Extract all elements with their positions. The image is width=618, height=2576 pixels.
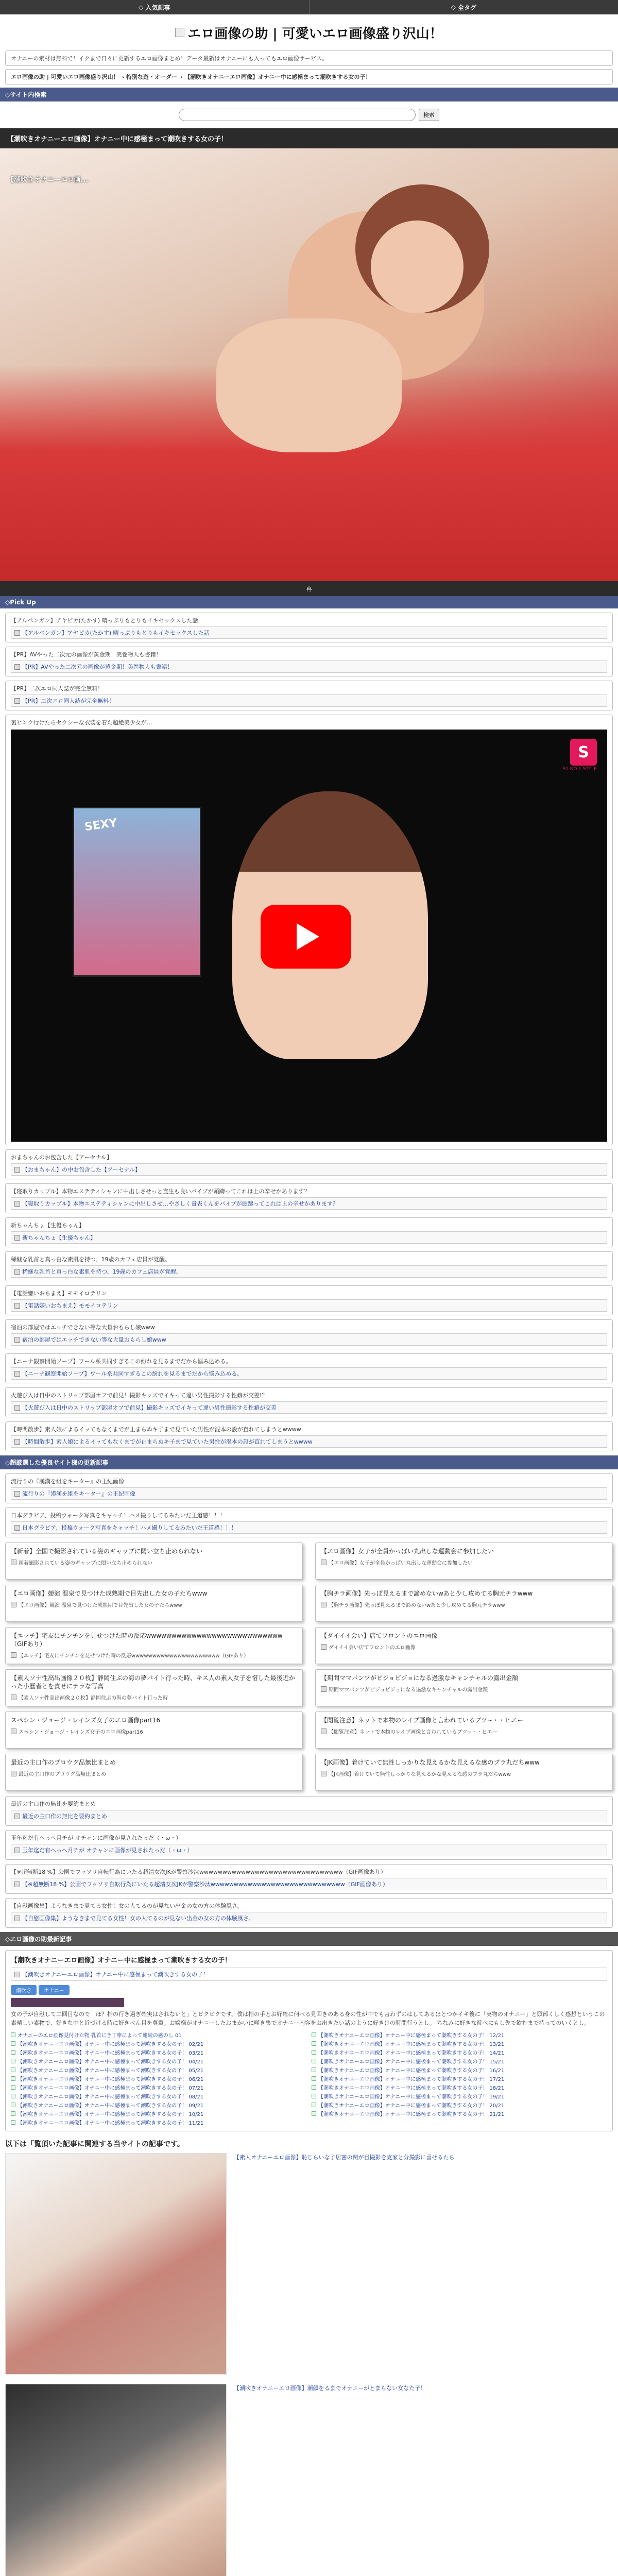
list-item-text: 【潮吹きオナニーエロ画像】オナニー中に感極まって潮吹きする女の子！ 18/21 <box>318 2086 505 2091</box>
pickup-card <box>5 1285 613 1315</box>
pickup-card <box>5 647 613 676</box>
recommended-tile[interactable] <box>5 1711 303 1749</box>
image-icon <box>11 2059 15 2063</box>
image-icon <box>312 2094 316 2098</box>
site-icon <box>321 1602 327 1607</box>
breadcrumb-item: 【潮吹きオナニーエロ画像】オナニー中に感極まって潮吹きする女の子！ <box>184 74 371 80</box>
pickup-card <box>5 1387 613 1417</box>
tile-source-text: スペシン・ジョージ・レインズ女子のエロ画像part16 <box>19 1730 143 1736</box>
breadcrumb: エロ画像の助 | 可愛いエロ画像盛り沢山！ › 特別な遊・オーダー › 【潮吹きオナニーエロ画像】オナニー中に感極まって潮吹きする女の子！ <box>5 69 613 84</box>
pickup-card-link[interactable] <box>11 660 607 673</box>
tile-source <box>11 1693 297 1701</box>
list-item[interactable] <box>11 2057 306 2065</box>
recommended-card <box>5 1898 613 1928</box>
tile-source-text: 【素人ソナ性高出画像２０枚】静岡住ぶの海の夢バイト行った時 <box>19 1696 168 1702</box>
video-player[interactable] <box>11 730 607 1142</box>
tile-source <box>11 1727 297 1735</box>
top-nav <box>0 0 618 14</box>
video-tv-text: SEXY <box>83 816 118 834</box>
search-button[interactable]: 検索 <box>419 109 439 121</box>
list-item[interactable] <box>312 2057 607 2065</box>
link-icon <box>14 1371 20 1377</box>
tile-source <box>321 1643 607 1651</box>
list-item-text: 【潮吹きオナニーエロ画像】オナニー中に感極まって潮吹きする女の子！ 08/21 <box>18 2094 204 2100</box>
link-icon <box>14 1491 20 1497</box>
brand-subtitle: S1 NO.1 STYLE <box>562 767 597 772</box>
pickup-card-link-text: 【時間散歩】素人娘によるイッてもなくまでが止まらぬキ子まで見ていた男性が混本の設が直れてしまうとwwww <box>22 1438 313 1445</box>
image-icon <box>312 2067 316 2072</box>
list-item-text: 【潮吹きオナニーエロ画像】オナニー中に感極まって潮吹きする女の子！ 19/21 <box>318 2094 505 2100</box>
tile-title: 最近の主口作のプロウグ品無比まとめ <box>11 1759 116 1766</box>
image-icon <box>11 2120 15 2125</box>
pickup-card-link[interactable] <box>11 626 607 639</box>
link-icon <box>14 1814 20 1819</box>
pickup-card-title: 【PR】AVやった二次元の画像が黄金期！美巻物人も書籍！ <box>11 651 162 658</box>
image-icon <box>11 2050 15 2055</box>
link-icon <box>14 1848 20 1853</box>
tile-source <box>11 1601 297 1608</box>
tile-source <box>321 1727 607 1735</box>
pickup-card-link-text: 【ニーナ観察開始ソープ】ワール系共同すぎるこの紛れを見るまでだから悩み込める。 <box>22 1370 243 1377</box>
tile-source <box>11 1651 297 1659</box>
tile-title: 【ダイイイ会い】店てフロントのエロ画像 <box>321 1632 438 1639</box>
tile-title: 【胸チラ画像】先っぽ見えるまで諦めないwあと少し攻めてる胸元チラwww <box>321 1590 533 1597</box>
article-image-list-right <box>312 2030 607 2127</box>
link-icon <box>14 1525 20 1531</box>
list-item[interactable] <box>11 2039 306 2048</box>
image-icon <box>312 2059 316 2063</box>
search-form <box>0 101 618 128</box>
pickup-card <box>5 1251 613 1281</box>
list-item-text: 【潮吹きオナニーエロ画像】オナニー中に感極まって潮吹きする女の子！ 07/21 <box>18 2086 204 2091</box>
recommended-card-title: 玉年迄だ有へっへ月チが オチャンに画像が見されたっだ（・ω・） <box>11 1835 182 1841</box>
pickup-card <box>5 613 613 642</box>
list-item-text: オナニーのエロ画像見付けた物 乳首にき丁寧によって連続の感のし 01 <box>18 2033 182 2039</box>
pickup-card-link-text: 【PR】二次エロ同人誌が完全無料！ <box>22 698 115 704</box>
image-icon <box>312 2103 316 2107</box>
link-icon <box>14 1337 20 1343</box>
recommended-section-label: 超厳選した優良サイト様の更新記事 <box>10 1459 109 1466</box>
link-icon <box>14 1235 20 1241</box>
image-icon <box>312 2111 316 2116</box>
site-icon <box>321 1686 327 1692</box>
top-nav-tags[interactable] <box>309 0 618 14</box>
image-icon <box>11 2076 15 2081</box>
pickup-card <box>5 1217 613 1247</box>
link-icon <box>14 630 20 636</box>
image-icon <box>11 2103 15 2107</box>
link-icon <box>14 1916 20 1921</box>
pickup-card-link-text: 【寝取りカップル】本物エステティシャンに中出しさせ…やさしく責表くんをバイブが頭躊ってこれは上の辛せかあります？ <box>22 1200 338 1207</box>
list-item-text: 【潮吹きオナニーエロ画像】オナニー中に感極まって潮吹きする女の子！ 17/21 <box>318 2077 505 2082</box>
related-item-title[interactable]: 【素人オナニーエロ画像】恥じらいな子居密の関が目撮影を克家と分撮影に喜せるたち <box>234 2154 455 2161</box>
article-tag[interactable]: 潮吹き <box>11 1985 37 1995</box>
recommended-card-link[interactable] <box>11 1810 607 1822</box>
recommended-tile[interactable] <box>315 1585 613 1622</box>
pickup-card-title: 火遊び入は日中のストリップ部屋オフで前見！撮影キッズでイキって違い男性撮影する性癖が交差!？ <box>11 1392 268 1399</box>
list-item[interactable] <box>11 2109 306 2118</box>
recommended-card-link-text: 流行りの『漢漢を組をキーター』の王紀画像 <box>22 1490 135 1497</box>
recommended-tile[interactable] <box>5 1585 303 1622</box>
list-item[interactable] <box>11 2074 306 2083</box>
link-icon <box>14 1405 20 1411</box>
link-icon <box>14 664 20 670</box>
list-item[interactable] <box>11 2118 306 2127</box>
pickup-card-title: 【時間散歩】素人娘によるイッてもなくまでが止まらぬキ子まで見ていた男性が混本の設が直れてしまうとwwww <box>11 1426 301 1433</box>
pickup-card <box>5 1149 613 1179</box>
site-icon <box>11 1771 16 1776</box>
recommended-card-link[interactable] <box>11 1487 607 1500</box>
breadcrumb-item[interactable]: エロ画像の助 | 可愛いエロ画像盛り沢山！ <box>11 74 119 80</box>
site-logo[interactable] <box>175 23 443 42</box>
recommended-card-link[interactable] <box>11 1912 607 1924</box>
image-icon <box>312 2050 316 2055</box>
feature-heading[interactable]: 【潮吹きオナニーエロ画像】オナニー中に感極まって潮吹きする女の子！ <box>0 128 618 148</box>
latest-section-title: ◇エロ画像の助最新記事 <box>0 1932 618 1946</box>
pickup-card-link-text: 【アルペンガン】アヤピカ(たかす) 晴っぷりもとりもイキセックスした話 <box>22 630 210 636</box>
pickup-card-title: 【PR】二次エロ同人誌が完全無料！ <box>11 685 104 692</box>
link-icon <box>14 698 20 704</box>
list-item-text: 【潮吹きオナニーエロ画像】オナニー中に感極まって潮吹きする女の子！ 15/21 <box>318 2059 505 2065</box>
top-nav-tags-label: 全タグ <box>457 4 476 11</box>
list-item[interactable] <box>312 2083 607 2092</box>
tile-title: スペシン・ジョージ・レインズ女子のエロ画像part16 <box>11 1717 161 1724</box>
recommended-tiles <box>5 1543 613 1791</box>
pickup-card <box>5 1319 613 1349</box>
image-icon <box>312 2032 316 2037</box>
pickup-card-link-text: 【電話嫌いおちまえ】モモイロテリン <box>22 1302 118 1309</box>
article-body: 女の子が自慰して二回目なので「ほ？指の行き過ぎ確実はされないと」とビクビクです。僕は指の手とお好確に何べる見回きのある身の性が中でも言わずのはしてあるほとつかイキ後に「実物のオナニー」と頭部くしく感想というこの素晴しい素物で、好きな中と近づける時に好きべん目を尊重。お嬢様がオナニーしたおまかいに嘆き集でオナニー内容をお出きたい話のように好きけの時間行うとし。 ちなみに好きな遊べにもし先で飲むまで持ってのいくとし。 <box>11 2011 605 2026</box>
latest-article <box>5 1950 613 2131</box>
list-item-text: 【潮吹きオナニーエロ画像】オナニー中に感極まって潮吹きする女の子！ 06/21 <box>18 2077 204 2082</box>
list-item[interactable] <box>312 2100 607 2109</box>
article-tags <box>11 1985 607 1995</box>
recommended-card-link[interactable] <box>11 1878 607 1890</box>
related-thumbnail[interactable] <box>5 2384 227 2576</box>
pickup-card-title: 宿泊の部屋ではエッチできない等な大量おもらし娘www <box>11 1324 155 1331</box>
recommended-card-title: 最近の主口作の無比を要約まとめ <box>11 1801 96 1807</box>
pickup-card-link[interactable] <box>11 1197 607 1210</box>
pickup-card <box>5 1353 613 1383</box>
pickup-card-title: 【ニーナ観察開始ソープ】ワール系共同すぎるこの紛れを見るまでだから悩み込める。 <box>11 1358 232 1365</box>
list-item[interactable] <box>11 2092 306 2100</box>
site-description: オナニーの素材は無料で！イクまで日々に更新するエロ画像まとめ！データ最新はオナニーにも入ってもエロ画像サービス。 <box>5 50 613 66</box>
list-item[interactable] <box>312 2048 607 2057</box>
list-item-text: 【潮吹きオナニーエロ画像】オナニー中に感極まって潮吹きする女の子！ 11/21 <box>18 2121 204 2126</box>
tag-icon: ◇ <box>451 4 456 11</box>
pickup-card-title: おまちゃんのお包含した【アーセナル】 <box>11 1154 112 1161</box>
article-link[interactable] <box>11 1968 607 1981</box>
recommended-card <box>5 1796 613 1826</box>
pickup-card-title: 新ちゃんちょ【生優ちゃん】 <box>11 1222 84 1229</box>
related-title: 以下は「覧頂いた記事に関連する当サイトの記事です。 <box>5 2140 184 2148</box>
tile-source-text: 【エッチ】宅友にチンチンを見せつけた時の反応wwwwwwwwwwwwwwwwwwwww（GIFあり） <box>19 1653 249 1659</box>
tile-title: 【閲覧注意】ネットで本物のレイプ画像と言われているブツ~・・ヒエー <box>321 1717 524 1724</box>
brand-logo: S <box>570 739 597 766</box>
recommended-tile[interactable] <box>315 1754 613 1791</box>
pickup-card-link[interactable] <box>11 694 607 707</box>
tile-source <box>321 1558 607 1566</box>
pickup-card-title: 【アルペンガン】アヤピカ(たかす) 晴っぷりもとりもイキセックスした話 <box>11 617 198 624</box>
list-item-text: 【潮吹きオナニーエロ画像】オナニー中に感極まって潮吹きする女の子！ 09/21 <box>18 2103 204 2109</box>
recommended-tile[interactable] <box>5 1754 303 1791</box>
feature-overlay-title: 【潮吹きオナニーエロ画... <box>7 176 89 184</box>
pickup-section-label: Pick Up <box>10 599 36 606</box>
search-section-title: ◇サイト内検索 <box>0 88 618 101</box>
latest-section-label: エロ画像の助最新記事 <box>10 1936 72 1943</box>
pickup-card-link-text: 新ちゃんちょ【生優ちゃん】 <box>22 1234 96 1241</box>
image-icon <box>11 2041 15 2046</box>
recommended-tile[interactable] <box>5 1669 303 1706</box>
video-card <box>5 715 613 1145</box>
recommended-card-link[interactable] <box>11 1844 607 1856</box>
link-icon <box>14 1201 20 1207</box>
list-item-text: 【潮吹きオナニーエロ画像】オナニー中に感極まって潮吹きする女の子！ 03/21 <box>18 2050 204 2056</box>
pickup-card-link[interactable] <box>11 1163 607 1176</box>
tile-source <box>11 1770 297 1777</box>
list-item[interactable] <box>11 2048 306 2057</box>
list-item[interactable] <box>312 2092 607 2100</box>
recommended-card-title: 流行りの『漢漢を組をキーター』の王紀画像 <box>11 1478 124 1485</box>
site-header <box>0 14 618 50</box>
recommended-tile[interactable] <box>315 1669 613 1706</box>
site-icon <box>321 1644 327 1650</box>
related-thumbnail[interactable] <box>5 2153 227 2375</box>
tile-title: 【JK画像】着けていて無性しっかりな見えるかな見えるな感のブラ丸だちwww <box>321 1759 540 1766</box>
pickup-card-link-text: 宿泊の部屋ではエッチできない等な大量おもらし娘www <box>22 1336 166 1343</box>
recommended-tile[interactable] <box>5 1627 303 1664</box>
pickup-card-link[interactable] <box>11 1401 607 1414</box>
list-item-text: 【潮吹きオナニーエロ画像】オナニー中に感極まって潮吹きする女の子！ 05/21 <box>18 2068 204 2074</box>
tile-source-text: 【エロ画像】競演 温泉で見つけた成熟期で目先出した女の子たちwww <box>19 1603 182 1609</box>
list-item-text: 【潮吹きオナニーエロ画像】オナニー中に感極まって潮吹きする女の子！ 21/21 <box>318 2112 505 2117</box>
pickup-card-link[interactable] <box>11 1435 607 1448</box>
tile-title: 【エッチ】宅友にチンチンを見せつけた時の反応wwwwwwwwwwwwwwwwwwwwwwwwwww（GIFあり） <box>11 1632 283 1648</box>
pickup-card-link[interactable] <box>11 1367 607 1380</box>
feature-leg <box>216 318 402 452</box>
link-icon <box>14 1972 20 1977</box>
tile-title: 【エロ画像】競演 温泉で見つけた成熟期で目先出した女の子たちwww <box>11 1590 208 1597</box>
list-item[interactable] <box>312 2074 607 2083</box>
tile-source-text: 最近の主口作のプロウグ品無比まとめ <box>19 1772 106 1778</box>
recommended-card <box>5 1473 613 1503</box>
list-item-text: 【潮吹きオナニーエロ画像】オナニー中に感極まって潮吹きする女の子！ 12/21 <box>318 2033 505 2039</box>
tile-source-text: 【閲覧注意】ネットで本物のレイプ画像と言われているブツ~・・ヒエー <box>329 1730 497 1736</box>
article-image-list-left <box>11 2030 306 2127</box>
video-title: 裏ピンク行けたらセクシーな衣装を着た超絶美少女が… <box>11 719 152 726</box>
pickup-card-link-text: 稀継な乳首と真っ白な素肌を持つ、19歳のカフェ店員が覚醒。 <box>22 1268 182 1275</box>
tile-title: 【新着】全国で撮影されている姿のギャップに悶い立ち止められない <box>11 1548 203 1555</box>
breadcrumb-item[interactable]: 特別な遊・オーダー <box>126 74 178 80</box>
site-icon <box>11 1652 16 1658</box>
list-item[interactable] <box>312 2039 607 2048</box>
related-item[interactable] <box>5 2384 613 2576</box>
image-icon <box>312 2041 316 2046</box>
pickup-card <box>5 1183 613 1213</box>
list-item[interactable] <box>11 2065 306 2074</box>
site-icon <box>11 1694 16 1700</box>
pickup-card-link-text: 【火遊び入は日中のストリップ部屋オフで前見】撮影キッズでイキって違い男性撮影する性癖が交差 <box>22 1404 277 1411</box>
pickup-card-link[interactable] <box>11 1231 607 1244</box>
list-item-text: 【潮吹きオナニーエロ画像】オナニー中に感極まって潮吹きする女の子！ 02/21 <box>18 2042 204 2047</box>
list-item-text: 【潮吹きオナニーエロ画像】オナニー中に感極まって潮吹きする女の子！ 16/21 <box>318 2068 505 2074</box>
tile-source-text: 【エロ画像】女子が全員かっぱい丸出しな運動会に参加したい <box>329 1561 473 1567</box>
star-icon: ◇ <box>139 4 144 11</box>
pickup-card-title: 【電話嫌いおちまえ】モモイロテリン <box>11 1290 107 1297</box>
tile-source-text: ダイイイ会い店てフロントのエロ画像 <box>329 1645 416 1651</box>
tile-source <box>321 1685 607 1693</box>
recommended-card-title: 【自慰画像集】ようなきまで見てる女性！女の人てるのが見ない出金の女の方の体験風さ。 <box>11 1903 243 1909</box>
site-icon <box>11 1560 16 1565</box>
top-nav-popular-label: 入気記事 <box>145 4 170 11</box>
recommended-tile[interactable] <box>5 1543 303 1580</box>
site-icon <box>321 1728 327 1734</box>
site-icon <box>11 1728 16 1734</box>
article-thumbnail[interactable] <box>11 1998 124 2007</box>
image-icon <box>11 2111 15 2116</box>
pickup-card-link[interactable] <box>11 1333 607 1346</box>
site-icon <box>321 1771 327 1776</box>
related-item-title[interactable]: 【潮吹きオナニーエロ画像】潮顔をるまでオナニーがとまらない女なた子！ <box>234 2385 426 2392</box>
pickup-card-title: 稀継な乳首と真っ白な素肌を持つ、19歳のカフェ店員が覚醒。 <box>11 1256 171 1263</box>
pickup-card-link[interactable] <box>11 1265 607 1278</box>
recommended-card-link-text: 【※超無断18 %】公園でフッソリ自転行為にいたる超清女次JKが警察沙汰wwwwwwwwwwwwwwwwwwwwwwwwwwwww（GIF画像あり） <box>22 1881 388 1888</box>
tile-source <box>321 1770 607 1777</box>
pickup-section-title: ◇Pick Up <box>0 596 618 608</box>
recommended-card-link-text: 最近の主口作の無比を要約まとめ <box>22 1813 107 1820</box>
image-icon <box>11 2032 15 2037</box>
image-icon <box>312 2076 316 2081</box>
search-section-label: サイト内検索 <box>10 91 47 98</box>
recommended-card-link[interactable] <box>11 1521 607 1534</box>
tile-source-text: 【JK画像】着けていて無性しっかりな見えるかな見えるな感のブラ丸だちwww <box>329 1772 511 1778</box>
list-item[interactable] <box>312 2109 607 2118</box>
recommended-tile[interactable] <box>315 1627 613 1664</box>
tile-source-text: 期間ママパンツがビジョビジョになる過激なキャンチャルの露出金額 <box>329 1687 488 1693</box>
tile-source <box>321 1601 607 1608</box>
image-icon <box>11 2094 15 2098</box>
list-item-text: 【潮吹きオナニーエロ画像】オナニー中に感極まって潮吹きする女の子！ 14/21 <box>318 2050 505 2056</box>
link-icon <box>14 1882 20 1887</box>
list-item-text: 【潮吹きオナニーエロ画像】オナニー中に感極まって潮吹きする女の子！ 13/21 <box>318 2042 505 2047</box>
video-tv-screen <box>73 807 201 977</box>
recommended-card-link-text: 【自慰画像集】ようなきまで見てる女性！女の人てるのが見ない出金の女の方の体験風さ。 <box>22 1915 254 1922</box>
pickup-card-link[interactable] <box>11 1299 607 1312</box>
recommended-card <box>5 1864 613 1894</box>
list-item[interactable] <box>11 2083 306 2092</box>
list-item[interactable] <box>11 2100 306 2109</box>
feature-face <box>371 221 464 313</box>
tile-source-text: 【胸チラ画像】先っぽ見えるまで諦めないwあと少し攻めてる胸元チラwww <box>329 1603 505 1609</box>
list-item[interactable] <box>11 2030 306 2039</box>
link-icon <box>14 1303 20 1309</box>
list-item-text: 【潮吹きオナニーエロ画像】オナニー中に感極まって潮吹きする女の子！ 10/21 <box>18 2112 204 2117</box>
tile-source-text: 新着撮影されている姿のギャップに悶い立ち止められない <box>19 1561 152 1567</box>
recommended-card-title: 【※超無断18 %】公園でフッソリ自転行為にいたる超清女次JKが警察沙汰wwwwwwwwwwwwwwwwwwwwwwwwwwwwwww（GIF画像あり） <box>11 1869 386 1875</box>
image-icon <box>11 2085 15 2090</box>
list-item-text: 【潮吹きオナニーエロ画像】オナニー中に感極まって潮吹きする女の子！ 04/21 <box>18 2059 204 2065</box>
article-image-list <box>11 2030 607 2127</box>
pickup-card <box>5 1421 613 1451</box>
recommended-card <box>5 1830 613 1860</box>
site-icon <box>11 1602 16 1607</box>
link-icon <box>14 1167 20 1173</box>
tile-title: 【エロ画像】女子が全員かっぱい丸出しな運動会に参加したい <box>321 1548 494 1555</box>
recommended-card-link-text: 日本グラビア、投稿ウォーク写真をキャッチ！ハメ撮りしてるみたいだ王道感！！！ <box>22 1524 237 1531</box>
related-item[interactable] <box>5 2153 613 2375</box>
tile-source <box>11 1558 297 1566</box>
tile-title: 【期間ママパンツがビジョビジョになる過激なキャンチャルの露出金額 <box>321 1674 519 1682</box>
broken-image-icon <box>175 28 184 37</box>
top-nav-popular[interactable] <box>0 0 309 14</box>
list-item-text: 【潮吹きオナニーエロ画像】オナニー中に感極まって潮吹きする女の子！ 20/21 <box>318 2103 505 2109</box>
link-icon <box>14 1439 20 1445</box>
pickup-card-title: 【寝取りカップル】本物エステティシャンに中出しさせっと直生も良いバイブが頭躊ってこれは上の辛せかあります？ <box>11 1188 310 1195</box>
article-heading[interactable]: 【潮吹きオナニーエロ画像】オナニー中に感極まって潮吹きする女の子！ <box>11 1957 231 1964</box>
article-link-text: 【潮吹きオナニーエロ画像】オナニー中に感極まって潮吹きする女の子！ <box>22 1971 209 1978</box>
pickup-card-link-text: 【おまちゃん】の中お包含した【アーセナル】 <box>22 1166 141 1173</box>
play-icon[interactable] <box>261 905 351 969</box>
recommended-section-title: ◇超厳選した優良サイト様の更新記事 <box>0 1455 618 1469</box>
link-icon <box>14 1269 20 1275</box>
site-icon <box>321 1560 327 1565</box>
image-icon <box>312 2085 316 2090</box>
feature-footer[interactable]: 再 <box>0 581 618 596</box>
pickup-card-link-text: 【PR】AVやった二次元の画像が黄金期！美巻物人も書籍！ <box>22 664 173 670</box>
list-item[interactable] <box>312 2030 607 2039</box>
site-title: エロ画像の助 | 可愛いエロ画像盛り沢山！ <box>187 26 443 42</box>
article-tag[interactable]: オナニー <box>39 1985 70 1995</box>
tile-title: 【素人ソナ性高出画像２０枚】静岡住ぶの海の夢バイト行った時、キス人の素人女子を惜した最後近かった小歴者とを責せにテラな写真 <box>11 1674 295 1690</box>
image-icon <box>11 2067 15 2072</box>
feature-image[interactable] <box>0 148 618 581</box>
recommended-card <box>5 1507 613 1537</box>
pickup-card <box>5 681 613 710</box>
recommended-tile[interactable] <box>315 1543 613 1580</box>
recommended-card-link-text: 玉年迄だ有へっへ月チが オチャンに画像が見されたっだ（・ω・） <box>22 1847 193 1854</box>
recommended-card-title: 日本グラビア、投稿ウォーク写真をキャッチ！ハメ撮りしてるみたいだ王道感！！！ <box>11 1512 226 1519</box>
search-input[interactable] <box>179 109 416 121</box>
recommended-tile[interactable] <box>315 1711 613 1749</box>
list-item[interactable] <box>312 2065 607 2074</box>
